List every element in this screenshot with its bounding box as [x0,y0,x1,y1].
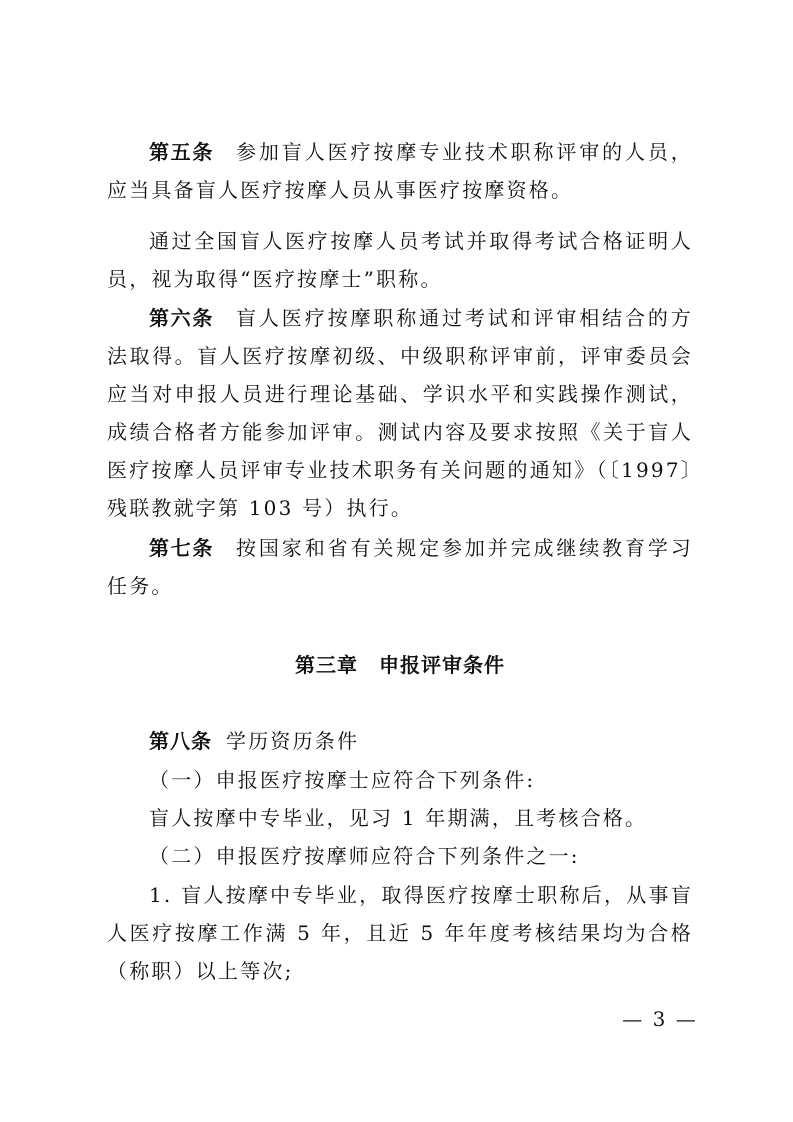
article-6-label: 第六条 [149,306,215,330]
article-8-text: 学历资历条件 [226,729,360,753]
chapter-title: 第三章 申报评审条件 [295,653,505,677]
article-6-paragraph [107,299,693,527]
article-5-label: 第五条 [149,140,215,164]
article-7-text: 按国家和省有关规定参加并完成继续教育学习任务。 [107,536,694,598]
article-8-paragraph [107,722,693,760]
item-2-sub-1: 1. 盲人按摩中专毕业，取得医疗按摩士职称后，从事盲人医疗按摩工作满 5 年，且近 5 年年度考核结果均为合格（称职）以上等次; [107,883,693,983]
item-2-heading: （二）申报医疗按摩师应符合下列条件之一: [149,844,580,868]
article-5-text: 参加盲人医疗按摩专业技术职称评审的人员，应当具备盲人医疗按摩人员从事医疗按摩资格。 [107,140,694,202]
article-5-paragraph-2: 通过全国盲人医疗按摩人员考试并取得考试合格证明人员，视为取得“医疗按摩士”职称。 [107,229,693,291]
article-6-text: 盲人医疗按摩职称通过考试和评审相结合的方法取得。盲人医疗按摩初级、中级职称评审前，评审委员会应当对申报人员进行理论基础、学识水平和实践操作测试，成绩合格者方能参加评审。测试内容及要求按照《关于盲人医疗按摩人员评审专业技术职务有关问题的通知》（〔1997〕残联教就字第 103 号）执行。 [107,306,694,520]
item-1-text: 盲人按摩中专毕业，见习 1 年期满，且考核合格。 [149,806,648,830]
article-7-paragraph [107,529,693,605]
article-5-paragraph [107,133,693,209]
page-number: — 3 — [622,1007,698,1031]
article-8-label: 第八条 [149,729,212,753]
article-7-label: 第七条 [149,536,215,560]
item-1-heading: （一）申报医疗按摩士应符合下列条件: [149,768,536,792]
